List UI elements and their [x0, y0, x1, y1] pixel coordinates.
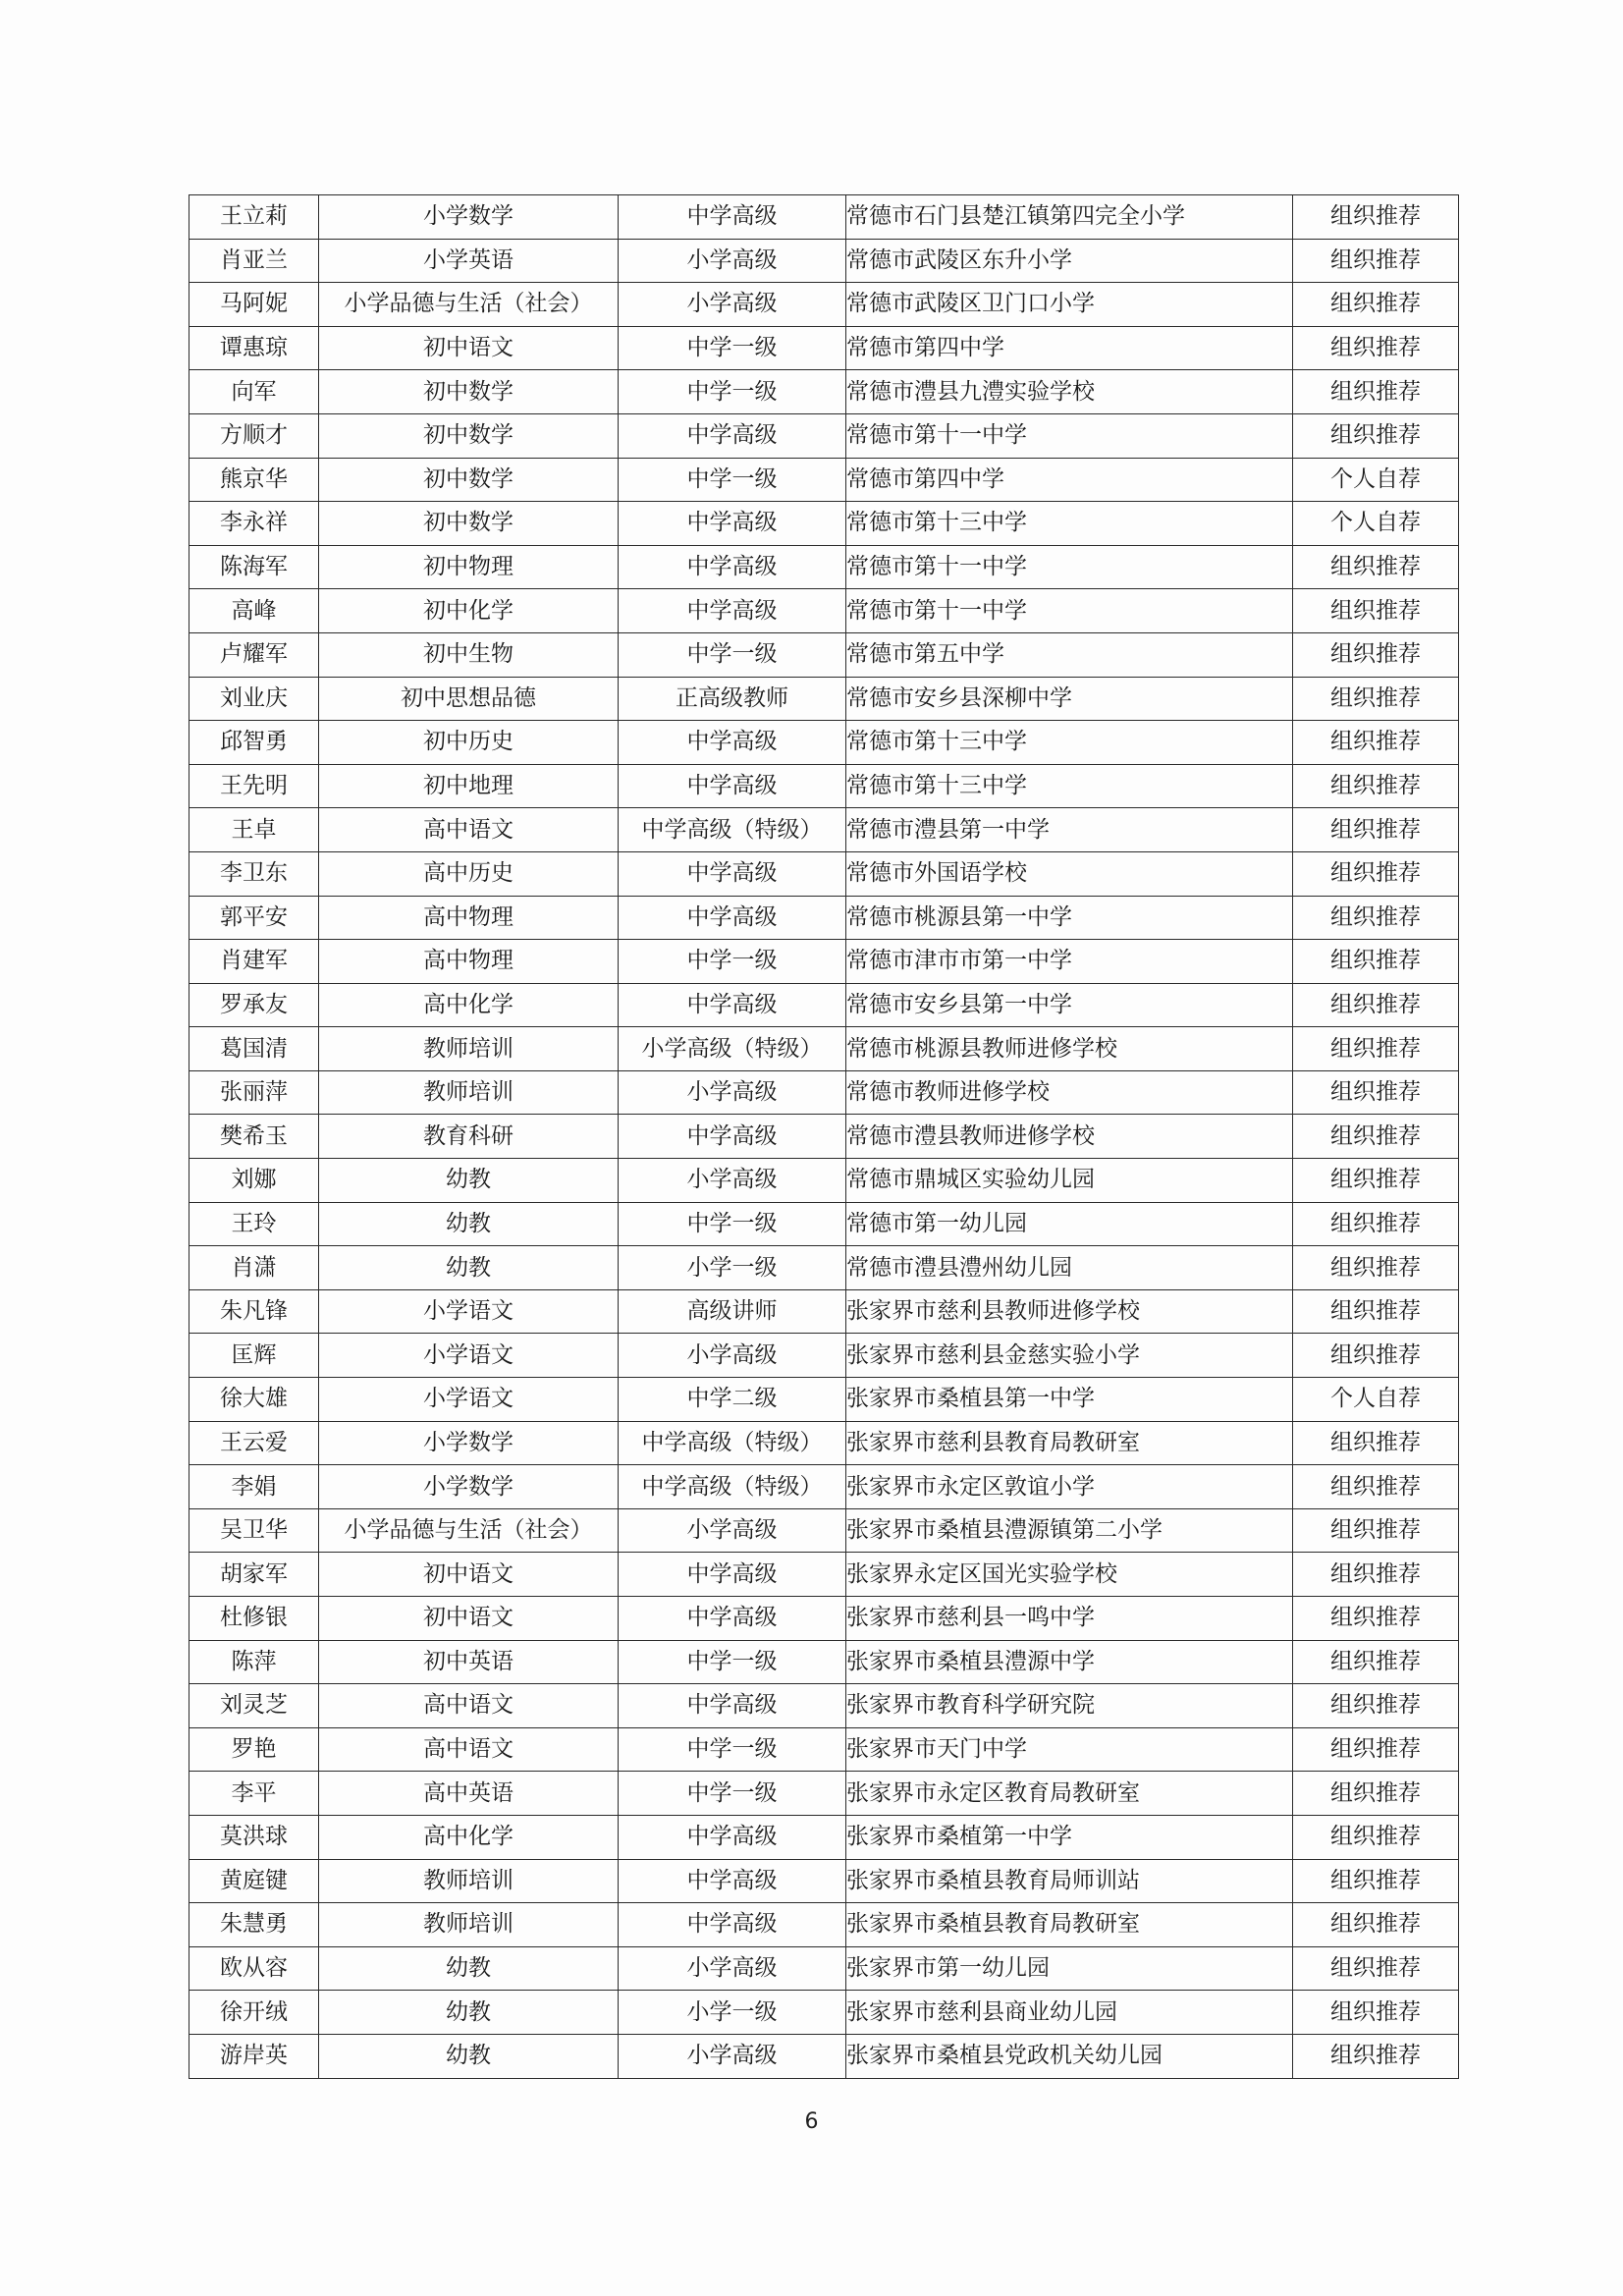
recommendation-type-cell: 个人自荐 — [1293, 1378, 1459, 1422]
subject-cell: 初中语文 — [319, 1597, 619, 1641]
recommendation-type-cell: 组织推荐 — [1293, 1289, 1459, 1334]
professional-title-cell: 小学一级 — [619, 1991, 846, 2035]
recommendation-type-cell: 组织推荐 — [1293, 1070, 1459, 1115]
recommendation-type-cell: 组织推荐 — [1293, 589, 1459, 633]
subject-cell: 幼教 — [319, 1946, 619, 1991]
teacher-name-cell: 王卓 — [189, 808, 319, 852]
professional-title-cell: 中学一级 — [619, 458, 846, 502]
teacher-name-cell: 向军 — [189, 370, 319, 414]
recommendation-type-cell: 组织推荐 — [1293, 370, 1459, 414]
subject-cell: 高中物理 — [319, 940, 619, 984]
table-row — [189, 1159, 1459, 1203]
work-unit-cell: 张家界市天门中学 — [846, 1727, 1293, 1772]
teacher-name-cell: 李娟 — [189, 1465, 319, 1509]
professional-title-cell: 中学高级 — [619, 764, 846, 808]
teacher-name-cell: 罗艳 — [189, 1727, 319, 1772]
table-row — [189, 458, 1459, 502]
subject-cell: 初中数学 — [319, 413, 619, 458]
professional-title-cell: 中学高级 — [619, 1553, 846, 1597]
table-row — [189, 1640, 1459, 1684]
professional-title-cell: 小学高级 — [619, 239, 846, 283]
teacher-name-cell: 谭惠琼 — [189, 326, 319, 370]
teacher-name-cell: 熊京华 — [189, 458, 319, 502]
subject-cell: 高中语文 — [319, 1727, 619, 1772]
teacher-name-cell: 吴卫华 — [189, 1508, 319, 1553]
subject-cell: 初中思想品德 — [319, 677, 619, 721]
table-row — [189, 589, 1459, 633]
teacher-name-cell: 徐开绒 — [189, 1991, 319, 2035]
teacher-name-cell: 莫洪球 — [189, 1815, 319, 1859]
recommendation-type-cell: 组织推荐 — [1293, 1421, 1459, 1465]
table-row — [189, 1202, 1459, 1246]
professional-title-cell: 中学高级 — [619, 589, 846, 633]
teacher-name-cell: 李永祥 — [189, 502, 319, 546]
teacher-name-cell: 黄庭键 — [189, 1859, 319, 1903]
professional-title-cell: 中学高级 — [619, 502, 846, 546]
professional-title-cell: 小学一级 — [619, 1246, 846, 1290]
work-unit-cell: 常德市桃源县第一中学 — [846, 896, 1293, 940]
recommendation-type-cell: 组织推荐 — [1293, 1640, 1459, 1684]
teacher-name-cell: 朱凡锋 — [189, 1289, 319, 1334]
table-row — [189, 632, 1459, 677]
teacher-name-cell: 陈海军 — [189, 545, 319, 589]
teacher-name-cell: 李平 — [189, 1772, 319, 1816]
teacher-name-cell: 李卫东 — [189, 851, 319, 896]
table-row — [189, 1508, 1459, 1553]
teacher-name-cell: 欧从容 — [189, 1946, 319, 1991]
recommendation-type-cell: 组织推荐 — [1293, 1246, 1459, 1290]
page-number: 6 — [804, 2109, 819, 2134]
teacher-name-cell: 王云爱 — [189, 1421, 319, 1465]
subject-cell: 高中语文 — [319, 1684, 619, 1728]
subject-cell: 小学语文 — [319, 1378, 619, 1422]
professional-title-cell: 中学一级 — [619, 1640, 846, 1684]
teacher-name-cell: 葛国清 — [189, 1027, 319, 1071]
table-row — [189, 1903, 1459, 1947]
work-unit-cell: 常德市澧县教师进修学校 — [846, 1115, 1293, 1159]
subject-cell: 小学品德与生活（社会） — [319, 1508, 619, 1553]
subject-cell: 教育科研 — [319, 1115, 619, 1159]
recommendation-type-cell: 组织推荐 — [1293, 1115, 1459, 1159]
subject-cell: 小学英语 — [319, 239, 619, 283]
table-row — [189, 1465, 1459, 1509]
teacher-name-cell: 刘娜 — [189, 1159, 319, 1203]
professional-title-cell: 小学高级 — [619, 1946, 846, 1991]
subject-cell: 初中地理 — [319, 764, 619, 808]
professional-title-cell: 中学高级 — [619, 1903, 846, 1947]
professional-title-cell: 中学高级 — [619, 1597, 846, 1641]
recommendation-type-cell: 组织推荐 — [1293, 1508, 1459, 1553]
professional-title-cell: 正高级教师 — [619, 677, 846, 721]
recommendation-type-cell: 组织推荐 — [1293, 1027, 1459, 1071]
work-unit-cell: 张家界市慈利县商业幼儿园 — [846, 1991, 1293, 2035]
work-unit-cell: 常德市第四中学 — [846, 458, 1293, 502]
professional-title-cell: 小学高级 — [619, 1508, 846, 1553]
teacher-name-cell: 郭平安 — [189, 896, 319, 940]
work-unit-cell: 常德市外国语学校 — [846, 851, 1293, 896]
teacher-name-cell: 胡家军 — [189, 1553, 319, 1597]
table-row — [189, 1772, 1459, 1816]
teacher-name-cell: 游岸英 — [189, 2034, 319, 2078]
recommendation-type-cell: 组织推荐 — [1293, 545, 1459, 589]
table-row — [189, 1378, 1459, 1422]
teacher-name-cell: 王立莉 — [189, 195, 319, 240]
teacher-name-cell: 匡辉 — [189, 1334, 319, 1378]
professional-title-cell: 中学一级 — [619, 940, 846, 984]
recommendation-type-cell: 组织推荐 — [1293, 239, 1459, 283]
table-row — [189, 896, 1459, 940]
subject-cell: 初中英语 — [319, 1640, 619, 1684]
professional-title-cell: 中学一级 — [619, 370, 846, 414]
recommendation-type-cell: 组织推荐 — [1293, 764, 1459, 808]
recommendation-type-cell: 组织推荐 — [1293, 1772, 1459, 1816]
teacher-name-cell: 杜修银 — [189, 1597, 319, 1641]
work-unit-cell: 张家界市永定区教育局教研室 — [846, 1772, 1293, 1816]
table-row — [189, 1991, 1459, 2035]
professional-title-cell: 中学高级 — [619, 721, 846, 765]
work-unit-cell: 张家界市桑植县教育局教研室 — [846, 1903, 1293, 1947]
work-unit-cell: 常德市澧县澧州幼儿园 — [846, 1246, 1293, 1290]
table-row — [189, 1553, 1459, 1597]
subject-cell: 小学语文 — [319, 1289, 619, 1334]
recommendation-type-cell: 组织推荐 — [1293, 1815, 1459, 1859]
work-unit-cell: 常德市安乡县第一中学 — [846, 983, 1293, 1027]
subject-cell: 初中数学 — [319, 458, 619, 502]
work-unit-cell: 张家界市永定区敦谊小学 — [846, 1465, 1293, 1509]
teacher-name-cell: 樊希玉 — [189, 1115, 319, 1159]
work-unit-cell: 张家界市教育科学研究院 — [846, 1684, 1293, 1728]
table-row — [189, 326, 1459, 370]
table-row — [189, 1115, 1459, 1159]
subject-cell: 初中数学 — [319, 370, 619, 414]
subject-cell: 小学品德与生活（社会） — [319, 283, 619, 327]
teacher-name-cell: 刘业庆 — [189, 677, 319, 721]
roster-table — [189, 194, 1459, 2079]
teacher-name-cell: 高峰 — [189, 589, 319, 633]
subject-cell: 高中物理 — [319, 896, 619, 940]
teacher-name-cell: 肖潇 — [189, 1246, 319, 1290]
recommendation-type-cell: 组织推荐 — [1293, 632, 1459, 677]
professional-title-cell: 中学高级 — [619, 1115, 846, 1159]
professional-title-cell: 小学高级 — [619, 1070, 846, 1115]
recommendation-type-cell: 组织推荐 — [1293, 2034, 1459, 2078]
table-row — [189, 983, 1459, 1027]
recommendation-type-cell: 组织推荐 — [1293, 1991, 1459, 2035]
teacher-name-cell: 邱智勇 — [189, 721, 319, 765]
work-unit-cell: 常德市石门县楚江镇第四完全小学 — [846, 195, 1293, 240]
table-row — [189, 413, 1459, 458]
work-unit-cell: 张家界市桑植县教育局师训站 — [846, 1859, 1293, 1903]
work-unit-cell: 常德市教师进修学校 — [846, 1070, 1293, 1115]
recommendation-type-cell: 组织推荐 — [1293, 808, 1459, 852]
recommendation-type-cell: 组织推荐 — [1293, 896, 1459, 940]
work-unit-cell: 张家界市慈利县教师进修学校 — [846, 1289, 1293, 1334]
teacher-name-cell: 马阿妮 — [189, 283, 319, 327]
professional-title-cell: 小学高级（特级） — [619, 1027, 846, 1071]
recommendation-type-cell: 组织推荐 — [1293, 1597, 1459, 1641]
work-unit-cell: 常德市第一幼儿园 — [846, 1202, 1293, 1246]
professional-title-cell: 中学高级 — [619, 1859, 846, 1903]
table-row — [189, 1727, 1459, 1772]
recommendation-type-cell: 组织推荐 — [1293, 1903, 1459, 1947]
teacher-name-cell: 徐大雄 — [189, 1378, 319, 1422]
recommendation-type-cell: 组织推荐 — [1293, 940, 1459, 984]
work-unit-cell: 张家界市桑植县澧源中学 — [846, 1640, 1293, 1684]
recommendation-type-cell: 组织推荐 — [1293, 1859, 1459, 1903]
subject-cell: 教师培训 — [319, 1027, 619, 1071]
work-unit-cell: 张家界市慈利县金慈实验小学 — [846, 1334, 1293, 1378]
subject-cell: 高中历史 — [319, 851, 619, 896]
table-row — [189, 1070, 1459, 1115]
work-unit-cell: 常德市武陵区东升小学 — [846, 239, 1293, 283]
table-row — [189, 1246, 1459, 1290]
work-unit-cell: 常德市第十一中学 — [846, 589, 1293, 633]
table-row — [189, 1815, 1459, 1859]
table-row — [189, 283, 1459, 327]
work-unit-cell: 张家界市桑植县第一中学 — [846, 1378, 1293, 1422]
recommendation-type-cell: 组织推荐 — [1293, 326, 1459, 370]
recommendation-type-cell: 个人自荐 — [1293, 502, 1459, 546]
subject-cell: 教师培训 — [319, 1070, 619, 1115]
subject-cell: 高中语文 — [319, 808, 619, 852]
teacher-name-cell: 刘灵芝 — [189, 1684, 319, 1728]
teacher-name-cell: 陈萍 — [189, 1640, 319, 1684]
subject-cell: 小学数学 — [319, 195, 619, 240]
table-row — [189, 940, 1459, 984]
professional-title-cell: 中学二级 — [619, 1378, 846, 1422]
work-unit-cell: 常德市第十一中学 — [846, 413, 1293, 458]
subject-cell: 幼教 — [319, 2034, 619, 2078]
recommendation-type-cell: 组织推荐 — [1293, 1334, 1459, 1378]
table-row — [189, 2034, 1459, 2078]
table-row — [189, 721, 1459, 765]
professional-title-cell: 中学高级（特级） — [619, 1421, 846, 1465]
teacher-name-cell: 罗承友 — [189, 983, 319, 1027]
professional-title-cell: 中学高级（特级） — [619, 808, 846, 852]
recommendation-type-cell: 组织推荐 — [1293, 983, 1459, 1027]
recommendation-type-cell: 组织推荐 — [1293, 677, 1459, 721]
work-unit-cell: 张家界市慈利县一鸣中学 — [846, 1597, 1293, 1641]
professional-title-cell: 中学一级 — [619, 1772, 846, 1816]
teacher-name-cell: 王玲 — [189, 1202, 319, 1246]
subject-cell: 高中英语 — [319, 1772, 619, 1816]
work-unit-cell: 张家界永定区国光实验学校 — [846, 1553, 1293, 1597]
subject-cell: 幼教 — [319, 1159, 619, 1203]
professional-title-cell: 中学一级 — [619, 1727, 846, 1772]
work-unit-cell: 张家界市慈利县教育局教研室 — [846, 1421, 1293, 1465]
recommendation-type-cell: 组织推荐 — [1293, 1159, 1459, 1203]
subject-cell: 初中物理 — [319, 545, 619, 589]
recommendation-type-cell: 组织推荐 — [1293, 1946, 1459, 1991]
subject-cell: 幼教 — [319, 1202, 619, 1246]
work-unit-cell: 张家界市第一幼儿园 — [846, 1946, 1293, 1991]
work-unit-cell: 常德市第十三中学 — [846, 502, 1293, 546]
roster-table-body — [189, 195, 1459, 2079]
teacher-name-cell: 朱慧勇 — [189, 1903, 319, 1947]
table-row — [189, 545, 1459, 589]
subject-cell: 初中数学 — [319, 502, 619, 546]
professional-title-cell: 中学高级（特级） — [619, 1465, 846, 1509]
recommendation-type-cell: 组织推荐 — [1293, 1465, 1459, 1509]
teacher-name-cell: 王先明 — [189, 764, 319, 808]
professional-title-cell: 小学高级 — [619, 1159, 846, 1203]
table-row — [189, 502, 1459, 546]
subject-cell: 初中化学 — [319, 589, 619, 633]
work-unit-cell: 常德市第十三中学 — [846, 764, 1293, 808]
professional-title-cell: 中学高级 — [619, 851, 846, 896]
work-unit-cell: 张家界市桑植第一中学 — [846, 1815, 1293, 1859]
work-unit-cell: 常德市桃源县教师进修学校 — [846, 1027, 1293, 1071]
professional-title-cell: 中学高级 — [619, 545, 846, 589]
work-unit-cell: 常德市武陵区卫门口小学 — [846, 283, 1293, 327]
table-row — [189, 677, 1459, 721]
work-unit-cell: 常德市澧县九澧实验学校 — [846, 370, 1293, 414]
professional-title-cell: 中学一级 — [619, 1202, 846, 1246]
teacher-name-cell: 方顺才 — [189, 413, 319, 458]
teacher-name-cell: 肖建军 — [189, 940, 319, 984]
table-row — [189, 1027, 1459, 1071]
professional-title-cell: 中学一级 — [619, 632, 846, 677]
professional-title-cell: 中学一级 — [619, 326, 846, 370]
table-row — [189, 370, 1459, 414]
professional-title-cell: 中学高级 — [619, 896, 846, 940]
subject-cell: 初中语文 — [319, 1553, 619, 1597]
professional-title-cell: 小学高级 — [619, 1334, 846, 1378]
subject-cell: 教师培训 — [319, 1903, 619, 1947]
professional-title-cell: 中学高级 — [619, 1684, 846, 1728]
table-row — [189, 1421, 1459, 1465]
work-unit-cell: 张家界市桑植县澧源镇第二小学 — [846, 1508, 1293, 1553]
recommendation-type-cell: 个人自荐 — [1293, 458, 1459, 502]
work-unit-cell: 常德市澧县第一中学 — [846, 808, 1293, 852]
subject-cell: 幼教 — [319, 1991, 619, 2035]
teacher-name-cell: 张丽萍 — [189, 1070, 319, 1115]
subject-cell: 高中化学 — [319, 1815, 619, 1859]
table-row — [189, 764, 1459, 808]
subject-cell: 高中化学 — [319, 983, 619, 1027]
recommendation-type-cell: 组织推荐 — [1293, 195, 1459, 240]
subject-cell: 幼教 — [319, 1246, 619, 1290]
teacher-name-cell: 肖亚兰 — [189, 239, 319, 283]
recommendation-type-cell: 组织推荐 — [1293, 1727, 1459, 1772]
professional-title-cell: 中学高级 — [619, 413, 846, 458]
subject-cell: 教师培训 — [319, 1859, 619, 1903]
table-row — [189, 1289, 1459, 1334]
table-row — [189, 195, 1459, 240]
table-row — [189, 1859, 1459, 1903]
recommendation-type-cell: 组织推荐 — [1293, 721, 1459, 765]
professional-title-cell: 小学高级 — [619, 283, 846, 327]
work-unit-cell: 常德市第四中学 — [846, 326, 1293, 370]
subject-cell: 小学数学 — [319, 1465, 619, 1509]
subject-cell: 初中语文 — [319, 326, 619, 370]
professional-title-cell: 中学高级 — [619, 1815, 846, 1859]
table-row — [189, 239, 1459, 283]
professional-title-cell: 中学高级 — [619, 983, 846, 1027]
work-unit-cell: 张家界市桑植县党政机关幼儿园 — [846, 2034, 1293, 2078]
table-row — [189, 851, 1459, 896]
recommendation-type-cell: 组织推荐 — [1293, 1202, 1459, 1246]
table-row — [189, 1946, 1459, 1991]
professional-title-cell: 高级讲师 — [619, 1289, 846, 1334]
recommendation-type-cell: 组织推荐 — [1293, 413, 1459, 458]
subject-cell: 初中生物 — [319, 632, 619, 677]
work-unit-cell: 常德市津市市第一中学 — [846, 940, 1293, 984]
work-unit-cell: 常德市第十三中学 — [846, 721, 1293, 765]
work-unit-cell: 常德市安乡县深柳中学 — [846, 677, 1293, 721]
professional-title-cell: 中学高级 — [619, 195, 846, 240]
subject-cell: 初中历史 — [319, 721, 619, 765]
subject-cell: 小学语文 — [319, 1334, 619, 1378]
recommendation-type-cell: 组织推荐 — [1293, 283, 1459, 327]
table-row — [189, 1684, 1459, 1728]
table-row — [189, 1334, 1459, 1378]
work-unit-cell: 常德市鼎城区实验幼儿园 — [846, 1159, 1293, 1203]
professional-title-cell: 小学高级 — [619, 2034, 846, 2078]
teacher-name-cell: 卢耀军 — [189, 632, 319, 677]
table-row — [189, 808, 1459, 852]
recommendation-type-cell: 组织推荐 — [1293, 1553, 1459, 1597]
work-unit-cell: 常德市第十一中学 — [846, 545, 1293, 589]
subject-cell: 小学数学 — [319, 1421, 619, 1465]
work-unit-cell: 常德市第五中学 — [846, 632, 1293, 677]
table-row — [189, 1597, 1459, 1641]
recommendation-type-cell: 组织推荐 — [1293, 851, 1459, 896]
recommendation-type-cell: 组织推荐 — [1293, 1684, 1459, 1728]
